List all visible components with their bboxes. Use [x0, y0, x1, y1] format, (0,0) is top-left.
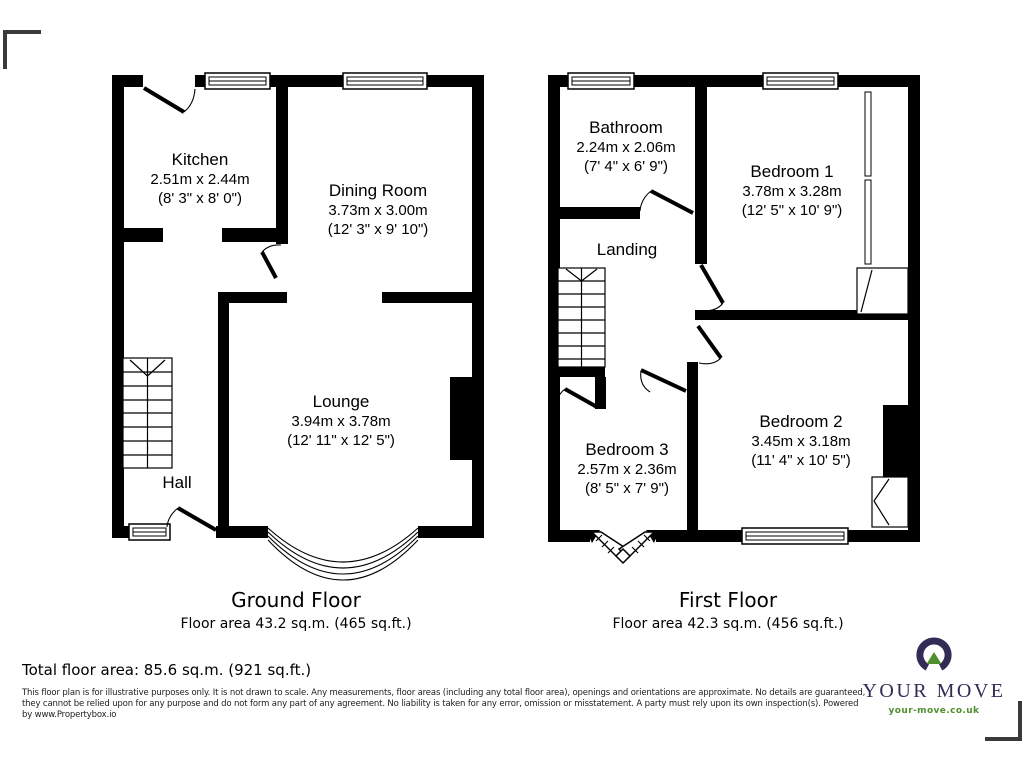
- room-name: Bathroom: [589, 118, 663, 137]
- room-label-kitchen: [150, 150, 249, 208]
- room-name: Bedroom 3: [585, 440, 669, 459]
- room-label-hall: [162, 473, 191, 493]
- room-name: Lounge: [312, 392, 370, 411]
- first-floor-title: First Floor: [678, 588, 778, 612]
- room-name: Kitchen: [171, 150, 229, 169]
- disclaimer-text: This floor plan is for illustrative purposes only. It is not drawn to scale. Any measurements, floor areas (including any total floor area), openings and orientations are approximate. No details are guaranteed, they cannot be relied upon for any purpose and do not form any part of any agreement. No liability is taken for any error, omission or misstatement. A party must rely upon its own inspection(s). Powered by www.Propertybox.io: [22, 688, 866, 720]
- room-name: Bedroom 2: [759, 412, 843, 431]
- logo-triangle: [927, 652, 942, 664]
- ground-floor-stairs: [123, 358, 172, 468]
- room-dimensions-imperial: (8' 5" x 7' 9"): [585, 480, 669, 497]
- room-dimensions-imperial: (11' 4" x 10' 5"): [751, 452, 851, 469]
- first-floor-area: Floor area 42.3 sq.m. (456 sq.ft.): [612, 616, 844, 632]
- ground-floor-title: Ground Floor: [231, 588, 361, 612]
- bedroom2-cupboard: [872, 477, 908, 527]
- room-dimensions-imperial: (8' 3" x 8' 0"): [158, 190, 242, 207]
- room-name: Dining Room: [328, 181, 428, 200]
- bedroom1-wardrobe: [857, 92, 908, 314]
- v-bay-window: [586, 530, 660, 563]
- first-floor-stairs: [558, 268, 605, 367]
- room-dimensions-imperial: (12' 11" x 12' 5"): [287, 432, 395, 449]
- room-name: Bedroom 1: [750, 162, 834, 181]
- room-name: Landing: [596, 240, 658, 259]
- total-floor-area: Total floor area: 85.6 sq.m. (921 sq.ft.): [22, 661, 312, 679]
- room-name: Hall: [162, 473, 192, 492]
- room-dimensions-metric: 3.78m x 3.28m: [742, 183, 842, 200]
- room-label-lounge: [287, 392, 395, 450]
- room-dimensions-imperial: (12' 3" x 9' 10"): [327, 221, 429, 238]
- bay-window: [268, 528, 418, 580]
- room-dimensions-metric: 2.57m x 2.36m: [577, 461, 677, 478]
- ground-floor-chimney: [450, 377, 484, 460]
- room-label-bedroom-2: [751, 412, 850, 470]
- yourmove-logo-icon: [911, 633, 957, 673]
- yourmove-logo: [859, 633, 1009, 716]
- yourmove-brand-text: YOUR MOVE: [862, 680, 1006, 702]
- room-label-bathroom: [576, 118, 675, 176]
- room-dimensions-imperial: (7' 4" x 6' 9"): [584, 158, 668, 175]
- ground-floor-area: Floor area 43.2 sq.m. (465 sq.ft.): [180, 616, 412, 632]
- room-label-bedroom-3: [577, 440, 676, 498]
- room-dimensions-metric: 3.73m x 3.00m: [328, 202, 428, 219]
- room-dimensions-metric: 3.94m x 3.78m: [291, 413, 391, 430]
- room-dimensions-imperial: (12' 5" x 10' 9"): [741, 202, 843, 219]
- room-label-dining-room: [328, 181, 429, 239]
- room-label-bedroom-1: [742, 162, 843, 220]
- room-dimensions-metric: 3.45m x 3.18m: [751, 433, 851, 450]
- first-floor-chimney: [883, 405, 920, 477]
- yourmove-website: your-move.co.uk: [888, 706, 980, 716]
- room-dimensions-metric: 2.51m x 2.44m: [150, 171, 250, 188]
- room-label-landing: [597, 240, 658, 260]
- room-dimensions-metric: 2.24m x 2.06m: [576, 139, 676, 156]
